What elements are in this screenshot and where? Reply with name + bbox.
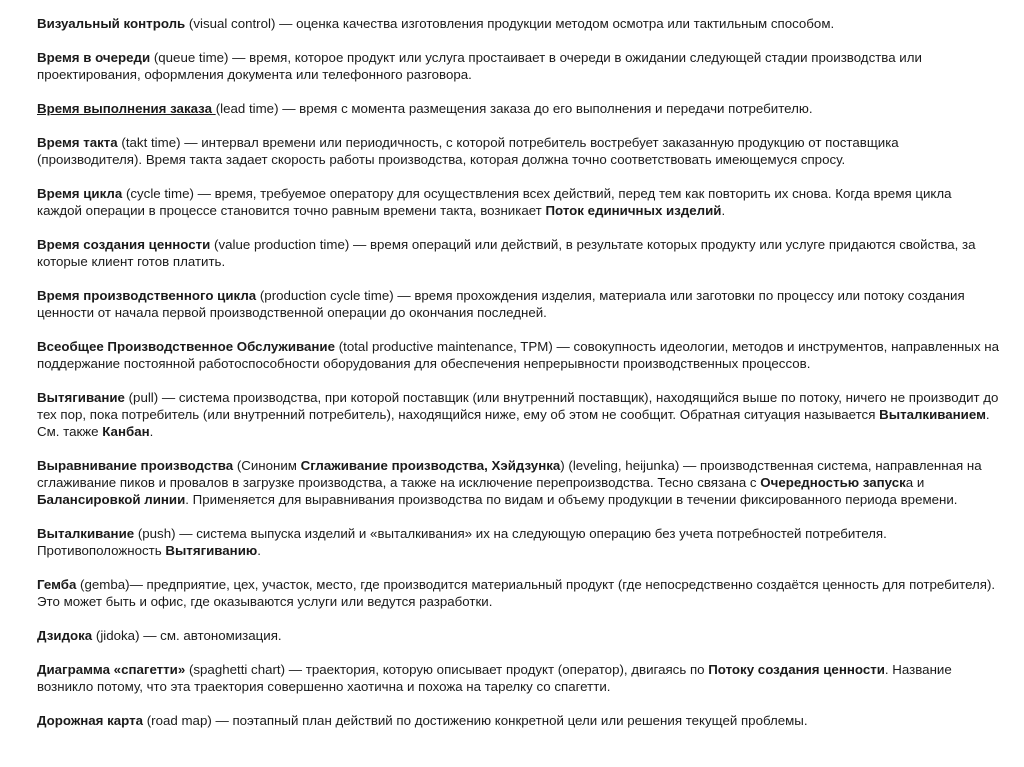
definition: (production cycle time) — время прохождения изделия, материала или заготовки по процессу или потоку создания ценности от начала первой производственной операции до окончания последней.	[37, 288, 965, 320]
definition: (gemba)— предприятие, цех, участок, место, где производится материальный продукт (где непосредственно создаётся ценность для потребителя). Это может быть и офис, где оказываются услуги или ведутся разработки.	[37, 577, 996, 609]
definition: .	[149, 424, 154, 439]
definition: (spaghetti chart) — траектория, которую описывает продукт (оператор), двигаясь по	[185, 662, 709, 677]
definition: (visual control) — оценка качества изготовления продукции методом осмотра или тактильным способом.	[185, 16, 835, 31]
term: Дорожная карта	[37, 713, 144, 728]
term-reference: Сглаживание производства, Хэйдзунка	[300, 458, 561, 473]
term: Время такта	[37, 135, 118, 150]
definition: (queue time) — время, которое продукт или услуга простаивает в очереди в ожидании следующей стадии производства или проектирования, оформления документа или телефонного разговора.	[37, 50, 922, 82]
term-reference: Вытягиванию	[165, 543, 258, 558]
definition: (road map) — поэтапный план действий по достижению конкретной цели или решения текущей проблемы.	[143, 713, 808, 728]
definition: .	[721, 203, 726, 218]
entry-visual-control	[37, 15, 1000, 32]
term: Дзидока	[37, 628, 93, 643]
definition: (lead time) — время с момента размещения заказа до его выполнения и передачи потребителю.	[215, 101, 813, 116]
term: Диаграмма «спагетти»	[37, 662, 186, 677]
term: Визуальный контроль	[37, 16, 186, 31]
entry-production-cycle-time	[37, 287, 1000, 321]
entry-leveling	[37, 457, 1000, 508]
entry-queue-time	[37, 49, 1000, 83]
entry-takt-time	[37, 134, 1000, 168]
entry-cycle-time	[37, 185, 1000, 219]
definition: (push) — система выпуска изделий и «выталкивания» их на следующую операцию без учета потребностей потребителя. Противоположность	[37, 526, 887, 558]
term-reference: Потоку создания ценности	[708, 662, 885, 677]
definition: .	[257, 543, 261, 558]
entry-value-production-time	[37, 236, 1000, 270]
entry-lead-time	[37, 100, 1000, 117]
definition: (jidoka) — см. автономизация.	[92, 628, 282, 643]
definition: . См. также	[37, 407, 990, 439]
term: Всеобщее Производственное Обслуживание	[37, 339, 336, 354]
term: Выталкивание	[37, 526, 135, 541]
entry-gemba	[37, 576, 1000, 610]
entry-spaghetti-chart	[37, 661, 1000, 695]
definition: (Синоним	[233, 458, 301, 473]
definition: ) (leveling, heijunka) — производственная система, направленная на сглаживание пиков и провалов в загрузке производства, а также на исключение перепроизводства. Тесно связана с	[37, 458, 982, 490]
term-reference: Поток единичных изделий	[545, 203, 722, 218]
entry-jidoka	[37, 627, 1000, 644]
definition: а и	[905, 475, 925, 490]
term-reference: Очередностью запуск	[760, 475, 906, 490]
entry-tpm	[37, 338, 1000, 372]
term: Гемба	[37, 577, 77, 592]
term: Время выполнения заказа	[37, 101, 216, 116]
term: Вытягивание	[37, 390, 125, 405]
definition: (total productive maintenance, TPM) — совокупность идеологии, методов и инструментов, направленных на поддержание постоянной работоспособности оборудования для обеспечения непрерывности производственных процессов.	[37, 339, 1000, 371]
entry-pull	[37, 389, 1000, 440]
term: Время создания ценности	[37, 237, 211, 252]
term: Выравнивание производства	[37, 458, 234, 473]
definition: (cycle time) — время, требуемое оператору для осуществления всех действий, перед тем как повторить их снова. Когда время цикла каждой операции в процессе становится точно равным времени такта, возникает	[37, 186, 952, 218]
definition: (pull) — система производства, при которой поставщик (или внутренний поставщик), находящийся выше по потоку, ничего не производит до тех пор, пока потребитель (или внутренний потребитель), находящийся ниже, ему об этом не сообщит. Обратная ситуация называется	[37, 390, 999, 422]
term-reference: Выталкиванием	[879, 407, 986, 422]
term-reference: Балансировкой линии	[37, 492, 186, 507]
entry-road-map	[37, 712, 1000, 729]
term: Время производственного цикла	[37, 288, 257, 303]
entry-push	[37, 525, 1000, 559]
term: Время в очереди	[37, 50, 151, 65]
term: Время цикла	[37, 186, 123, 201]
definition: (value production time) — время операций или действий, в результате которых продукту или услуге придаются свойства, за которые клиент готов платить.	[37, 237, 976, 269]
term-reference: Канбан	[102, 424, 150, 439]
definition: (takt time) — интервал времени или периодичность, с которой потребитель востребует заказанную продукцию от поставщика (производителя). Время такта задает скорость работы производства, которая должна точно соответствовать имеющемуся спросу.	[37, 135, 899, 167]
definition: . Название возникло потому, что эта траектория совершенно хаотична и похожа на тарелку со спагетти.	[37, 662, 952, 694]
definition: . Применяется для выравнивания производства по видам и объему продукции в течении фиксированного периода времени.	[185, 492, 958, 507]
